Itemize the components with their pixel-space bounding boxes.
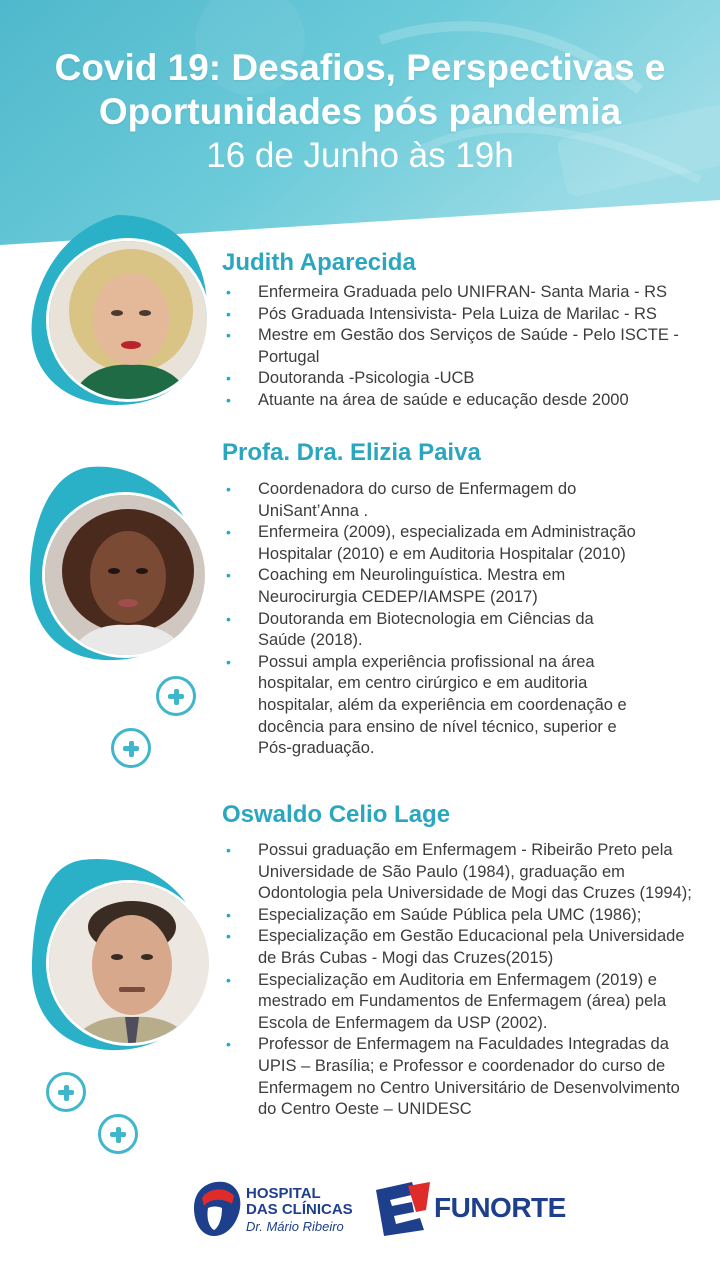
bullet-icon: •: [226, 842, 231, 858]
list-item: [222, 905, 697, 927]
event-date: 16 de Junho às 19h: [206, 136, 514, 175]
plus-icon: [156, 676, 196, 716]
list-item: [222, 390, 702, 412]
list-item: [222, 652, 642, 760]
bio-text: Mestre em Gestão dos Serviços de Saúde - Pelo ISCTE - Portugal: [258, 326, 679, 366]
speaker-name: Oswaldo Celio Lage: [222, 801, 451, 828]
hospital-name-line2: DAS CLÍNICAS: [246, 1201, 353, 1218]
bullet-icon: •: [226, 906, 231, 923]
list-item: [222, 304, 702, 326]
bullet-icon: •: [226, 370, 231, 387]
bullet-icon: •: [226, 567, 231, 584]
bio-text: Especialização em Gestão Educacional pela Universidade de Brás Cubas - Mogi das Cruzes(2015): [258, 927, 685, 967]
bio-text: Doutoranda -Psicologia -UCB: [258, 369, 475, 388]
bio-text: Possui ampla experiência profissional na área hospitalar, em centro cirúrgico e em auditoria hospitalar, além da experiência em coordenação e docência para ensino de nível técnico, superior e Pós-graduação.: [258, 652, 627, 758]
bio-text: Pós Graduada Intensivista- Pela Luiza de Marilac - RS: [258, 304, 657, 323]
bullet-icon: •: [226, 327, 231, 344]
list-item: [222, 970, 697, 1035]
bio-text: Professor de Enfermagem na Faculdades Integradas da UPIS – Brasília; e Professor e coordenador do curso de Enfermagem no Centro Universitário de Desenvolvimento do Centro Oeste – UNIDESC: [258, 1035, 680, 1119]
hospital-name: [246, 1186, 353, 1218]
bullet-icon: •: [226, 928, 231, 945]
bio-text: Doutoranda em Biotecnologia em Ciências da Saúde (2018).: [258, 609, 594, 650]
list-item: [222, 522, 642, 565]
speaker-name: Profa. Dra. Elizia Paiva: [222, 439, 481, 466]
bio-text: Coaching em Neurolinguística. Mestra em Neurocirurgia CEDEP/IAMSPE (2017): [258, 566, 566, 606]
list-item: [222, 565, 642, 608]
funorte-name: FUNORTE: [434, 1192, 566, 1223]
bio-text: Enfermeira Graduada pelo UNIFRAN- Santa Maria - RS: [258, 283, 667, 301]
bullet-icon: •: [226, 524, 231, 541]
bullet-icon: •: [226, 653, 231, 670]
plus-icon: [98, 1114, 138, 1154]
bio-text: Possui graduação em Enfermagem - Ribeirão Preto pela Universidade de São Paulo (1984), graduação em Odontologia pela Universidade de Mogi das Cruzes (1994);: [258, 841, 692, 903]
plus-icon: [111, 728, 151, 768]
event-title: [0, 46, 720, 134]
list-item: [222, 325, 702, 368]
hospital-face-icon: [188, 1178, 244, 1240]
funorte-mark-icon: [372, 1180, 432, 1236]
speaker-photo-oswaldo: [46, 880, 212, 1046]
bio-text: Especialização em Auditoria em Enfermagem (2019) e mestrado em Fundamentos de Enfermagem (área) pela Escola de Enfermagem da USP (2002).: [258, 970, 667, 1032]
bullet-icon: •: [226, 284, 231, 300]
speaker-name: Judith Aparecida: [222, 249, 416, 276]
list-item: [222, 609, 642, 652]
bullet-icon: •: [226, 305, 231, 322]
hospital-subtitle: Dr. Mário Ribeiro: [246, 1219, 344, 1234]
event-title-line2: Oportunidades pós pandemia: [98, 91, 622, 132]
bio-text: Enfermeira (2009), especializada em Administração Hospitalar (2010) e em Auditoria Hospitalar (2010): [258, 523, 636, 563]
bio-text: Coordenadora do curso de Enfermagem do UniSant’Anna .: [258, 480, 577, 520]
speaker-photo-elizia: [42, 492, 208, 658]
list-item: [222, 1034, 697, 1120]
speaker-bio-list: [222, 282, 702, 412]
bio-text: Especialização em Saúde Pública pela UMC (1986);: [258, 905, 642, 924]
list-item: [222, 926, 697, 969]
bio-text: Atuante na área de saúde e educação desde 2000: [258, 390, 629, 409]
hospital-name-line1: HOSPITAL: [246, 1185, 321, 1202]
list-item: [222, 840, 697, 905]
bullet-icon: •: [226, 481, 231, 497]
list-item: [222, 479, 642, 522]
bullet-icon: •: [226, 391, 231, 408]
bullet-icon: •: [226, 1036, 231, 1053]
speaker-bio-list: [222, 479, 642, 760]
list-item: [222, 368, 702, 390]
hospital-das-clinicas-logo: [188, 1176, 358, 1242]
bullet-icon: •: [226, 971, 231, 988]
plus-icon: [46, 1072, 86, 1112]
funorte-logo: [372, 1178, 566, 1238]
list-item: [222, 282, 702, 304]
event-title-line1: Covid 19: Desafios, Perspectivas e: [54, 47, 666, 88]
speaker-bio-list: [222, 840, 697, 1121]
speaker-photo-judith: [46, 238, 210, 402]
bullet-icon: •: [226, 610, 231, 627]
